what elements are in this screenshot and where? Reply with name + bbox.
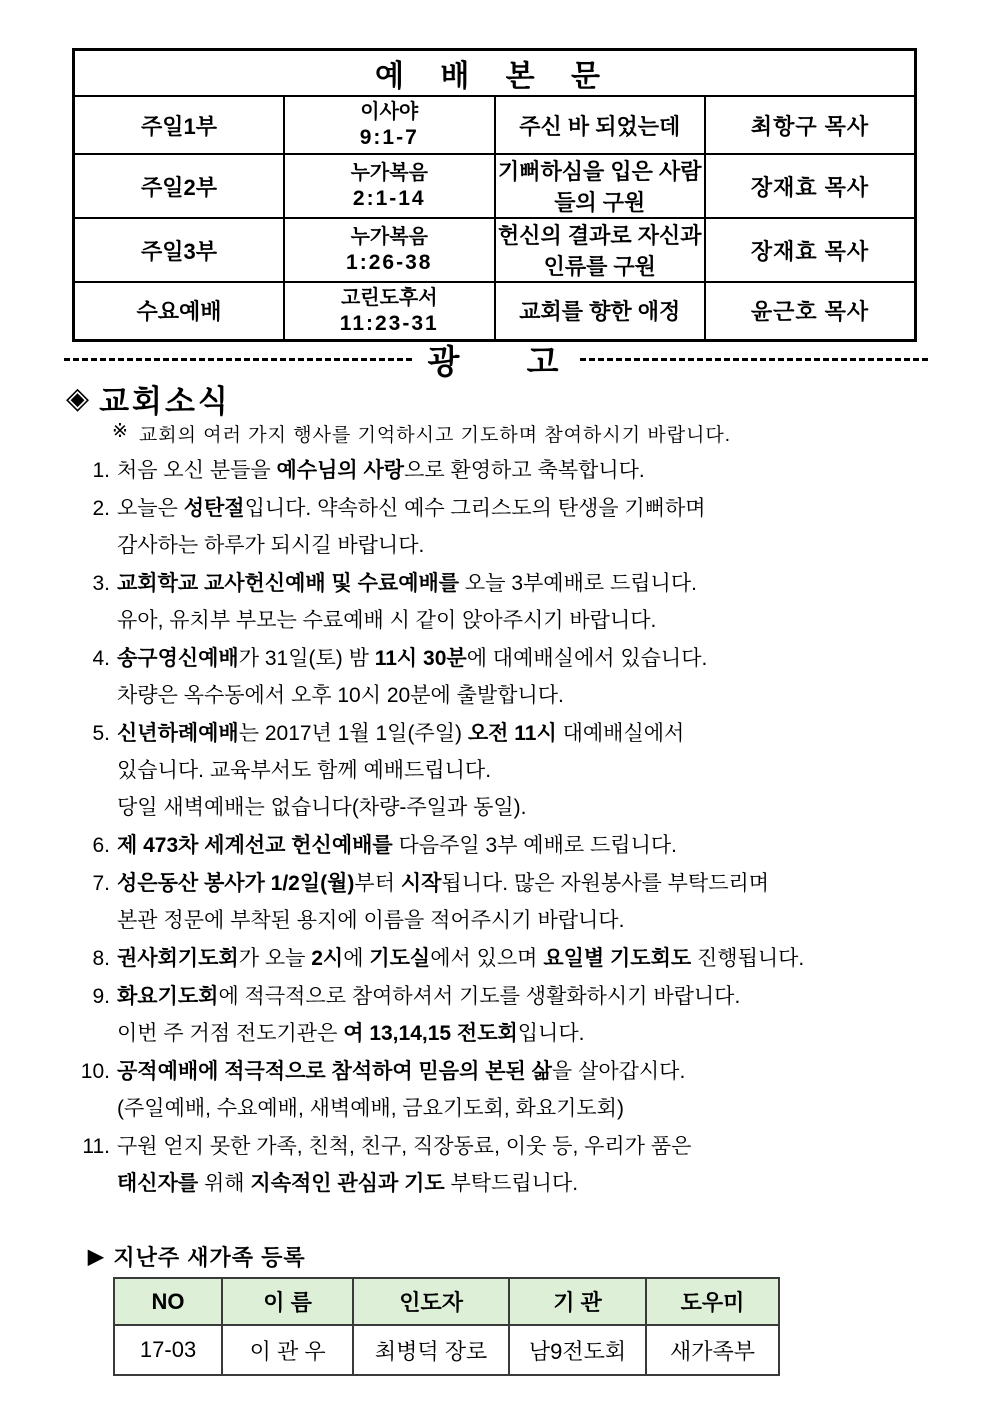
scripture-verse: 11:23-31 (339, 311, 439, 335)
worship-sermon-cell: 교회를 향한 애정 (495, 282, 706, 340)
announcement-text-regular: 대예배실에서 (556, 722, 685, 745)
worship-preacher-cell: 장재효 목사 (705, 218, 916, 282)
announcement-text-regular: 에 대예배실에서 있습니다. (466, 647, 708, 670)
scripture-verse: 9:1-7 (359, 126, 419, 149)
announcement-line (117, 602, 964, 639)
announcement-text (117, 865, 964, 939)
scripture-verse: 2:1-14 (352, 187, 426, 210)
announcement-text-regular: 됩니다. 많은 자원봉사를 부탁드리며 (441, 872, 770, 895)
newcomers-data-cell: 남9전도회 (509, 1325, 646, 1375)
announcement-text-bold: 기도실 (369, 947, 431, 970)
announcement-number: 4. (92, 647, 110, 670)
worship-service-cell: 주일1부 (74, 96, 285, 154)
announcement-item (76, 640, 964, 714)
announcement-text-regular: 에 (343, 947, 370, 970)
announcement-number: 11. (82, 1135, 110, 1158)
newcomers-data-cell: 이 관 우 (222, 1325, 353, 1375)
newcomers-header-cell: 기 관 (509, 1278, 646, 1325)
announcements-divider (64, 338, 928, 380)
announcement-text-bold: 성탄절 (183, 497, 245, 520)
scripture-verse: 1:26-38 (346, 251, 433, 274)
announcement-text (117, 490, 964, 564)
scripture-book: 누가복음 (350, 226, 428, 248)
announcement-text-regular: 위해 (198, 1172, 251, 1195)
announcement-text-regular: 에 적극적으로 참여하셔서 기도를 생활화하시기 바랍니다. (218, 985, 741, 1008)
announcement-text-bold: 지속적인 관심과 기도 (250, 1172, 445, 1195)
announcement-line (117, 640, 964, 677)
announcement-text-regular: 입니다. 약속하신 예수 그리스도의 탄생을 기뻐하며 (244, 497, 706, 520)
announcement-line (117, 715, 964, 752)
announcement-item (76, 827, 964, 864)
reference-mark-icon: ※ (112, 421, 129, 442)
announcement-line (117, 752, 964, 789)
newcomers-header-cell: 이 름 (222, 1278, 353, 1325)
announcement-text-regular: 이번 주 거점 전도기관은 (117, 1022, 344, 1045)
announcement-item (76, 940, 964, 977)
newcomers-data-cell: 새가족부 (646, 1325, 779, 1375)
announcement-text-bold: 2시 (311, 947, 344, 970)
announcements-title: 광 고 (427, 342, 565, 380)
announcement-text-regular: 오늘 3부예배로 드립니다. (459, 572, 697, 595)
worship-row (74, 96, 916, 154)
announcement-text-regular: (주일예배, 수요예배, 새벽예배, 금요기도회, 화요기도회) (117, 1097, 624, 1120)
church-news-note-text: 교회의 여러 가지 행사를 기억하시고 기도하며 참여하시기 바랍니다. (138, 425, 732, 446)
announcement-item (76, 978, 964, 1052)
announcement-text-regular: 차량은 옥수동에서 오후 10시 20분에 출발합니다. (117, 684, 564, 707)
announcement-line (117, 1165, 964, 1202)
worship-table-title: 예 배 본 문 (74, 50, 916, 97)
announcement-text-bold: 교회학교 교사헌신예배 및 수료예배를 (117, 572, 460, 595)
announcement-number: 1. (92, 459, 110, 482)
announcement-text-regular: 감사하는 하루가 되시길 바랍니다. (117, 534, 425, 557)
announcement-text-regular: 처음 오신 분들을 (117, 459, 277, 482)
announcement-item (76, 490, 964, 564)
newcomers-heading-text: 지난주 새가족 등록 (113, 1245, 306, 1270)
worship-service-cell: 주일2부 (74, 154, 285, 218)
announcement-text-bold: 11시 30분 (374, 647, 467, 670)
announcement-line (117, 1128, 964, 1165)
newcomers-header-cell: 도우미 (646, 1278, 779, 1325)
announcement-line (117, 1053, 964, 1090)
announcement-text-bold: 공적예배에 적극적으로 참석하여 믿음의 본된 삶 (117, 1060, 552, 1083)
announcement-text-regular: 부터 (354, 872, 401, 895)
announcement-text-bold: 송구영신예배 (117, 647, 239, 670)
divider-dash-left (64, 358, 412, 361)
announcement-text-bold: 시작 (400, 872, 442, 895)
newcomers-data-cell: 최병덕 장로 (353, 1325, 509, 1375)
worship-row (74, 282, 916, 340)
divider-dash-right (580, 358, 928, 361)
newcomers-table-body (114, 1278, 779, 1375)
newcomers-heading (88, 1241, 306, 1272)
worship-sermon-cell: 기뻐하심을 입은 사람들의 구원 (495, 154, 706, 218)
announcement-text-bold: 제 473차 세계선교 헌신예배를 (117, 834, 393, 857)
announcement-item (76, 865, 964, 939)
announcement-number: 2. (92, 497, 110, 520)
announcement-item (76, 565, 964, 639)
newcomers-header-cell: NO (114, 1278, 222, 1325)
announcement-line (117, 677, 964, 714)
announcement-text (117, 827, 964, 864)
announcement-text-bold: 요일별 기도회도 (543, 947, 692, 970)
announcement-text-regular: 다음주일 3부 예배로 드립니다. (392, 834, 677, 857)
announcement-text (117, 715, 964, 826)
worship-sermon-cell: 주신 바 되었는데 (495, 96, 706, 154)
announcement-text (117, 565, 964, 639)
announcement-line (117, 940, 964, 977)
diamond-bullet-icon: ◈ (66, 381, 90, 415)
newcomers-header-row (114, 1278, 779, 1325)
scripture-book: 누가복음 (350, 162, 428, 184)
announcement-line (117, 902, 964, 939)
announcement-item (76, 1053, 964, 1127)
announcement-line (117, 827, 964, 864)
announcement-number: 5. (92, 722, 110, 745)
announcement-text-regular: 유아, 유치부 부모는 수료예배 시 같이 앉아주시기 바랍니다. (117, 609, 657, 632)
announcement-line (117, 865, 964, 902)
newcomers-data-row (114, 1325, 779, 1375)
worship-scripture-cell (284, 282, 495, 340)
newcomers-table (113, 1277, 780, 1376)
announcement-text-regular: 을 살아갑시다. (551, 1060, 686, 1083)
announcement-number: 9. (92, 985, 110, 1008)
scripture-book: 고린도후서 (340, 286, 438, 309)
announcement-text-bold: 신년하례예배 (117, 722, 239, 745)
announcement-text-bold: 여 13,14,15 전도회 (343, 1022, 518, 1045)
announcement-item (76, 452, 964, 489)
announcement-item (76, 1128, 964, 1202)
announcement-line (117, 452, 964, 489)
announcement-text (117, 452, 964, 489)
worship-table-body (74, 50, 916, 341)
announcement-text-regular: 으로 환영하고 축복합니다. (404, 459, 645, 482)
announcement-number: 8. (92, 947, 110, 970)
announcement-text (117, 940, 964, 977)
worship-sermon-cell: 헌신의 결과로 자신과 인류를 구원 (495, 218, 706, 282)
announcement-text-bold: 태신자를 (117, 1172, 199, 1195)
announcement-number: 6. (92, 834, 110, 857)
announcement-text-regular: 본관 정문에 부착된 용지에 이름을 적어주시기 바랍니다. (117, 909, 625, 932)
announcement-text-bold: 예수님의 사랑 (276, 459, 405, 482)
announcement-text-bold: 화요기도회 (117, 985, 219, 1008)
announcement-text-regular: 당일 새벽예배는 없습니다(차량-주일과 동일). (117, 796, 527, 819)
announcement-text-regular: 있습니다. 교육부서도 함께 예배드립니다. (117, 759, 492, 782)
announcement-text-regular: 가 오늘 (238, 947, 312, 970)
announcement-text (117, 1128, 964, 1202)
church-news-title: 교회소식 (99, 384, 231, 420)
worship-scripture-cell (284, 96, 495, 154)
announcement-text (117, 1053, 964, 1127)
announcement-line (117, 565, 964, 602)
worship-scripture-cell (284, 154, 495, 218)
announcement-text-regular: 부탁드립니다. (444, 1172, 579, 1195)
church-news-heading (66, 376, 231, 421)
announcement-list (76, 452, 964, 1203)
announcement-text (117, 978, 964, 1052)
announcement-text-regular: 오늘은 (117, 497, 184, 520)
announcement-text-regular: 는 2017년 1월 1일(주일) (238, 722, 468, 745)
worship-title-row (74, 50, 916, 97)
worship-preacher-cell: 최항구 목사 (705, 96, 916, 154)
announcement-number: 10. (80, 1060, 110, 1083)
announcement-text-bold: 성은동산 봉사가 1/2일(월) (117, 872, 355, 895)
announcement-line (117, 1090, 964, 1127)
announcement-text-regular: 에서 있으며 (430, 947, 544, 970)
announcement-text-regular: 진행됩니다. (691, 947, 805, 970)
announcement-text-bold: 오전 11시 (467, 722, 557, 745)
announcement-line (117, 1015, 964, 1052)
announcement-item (76, 715, 964, 826)
announcement-line (117, 978, 964, 1015)
worship-service-cell: 주일3부 (74, 218, 285, 282)
announcement-text-regular: 입니다. (517, 1022, 585, 1045)
worship-row (74, 218, 916, 282)
church-news-note (112, 420, 731, 447)
announcement-line (117, 527, 964, 564)
worship-scripture-cell (284, 218, 495, 282)
announcement-number: 7. (92, 872, 110, 895)
announcement-line (117, 789, 964, 826)
announcement-line (117, 490, 964, 527)
worship-row (74, 154, 916, 218)
triangle-marker-icon: ▶ (88, 1246, 105, 1268)
worship-preacher-cell: 윤근호 목사 (705, 282, 916, 340)
announcement-text-regular: 구원 얻지 못한 가족, 친척, 친구, 직장동료, 이웃 등, 우리가 품은 (117, 1135, 692, 1158)
announcement-number: 3. (92, 572, 110, 595)
worship-service-cell: 수요예배 (74, 282, 285, 340)
worship-preacher-cell: 장재효 목사 (705, 154, 916, 218)
announcement-text (117, 640, 964, 714)
worship-scripture-table (72, 48, 917, 342)
announcement-text-regular: 가 31일(토) 밤 (238, 647, 375, 670)
newcomers-data-cell: 17-03 (114, 1325, 222, 1375)
announcement-text-bold: 권사회기도회 (117, 947, 239, 970)
newcomers-header-cell: 인도자 (353, 1278, 509, 1325)
scripture-book: 이사야 (360, 101, 419, 123)
